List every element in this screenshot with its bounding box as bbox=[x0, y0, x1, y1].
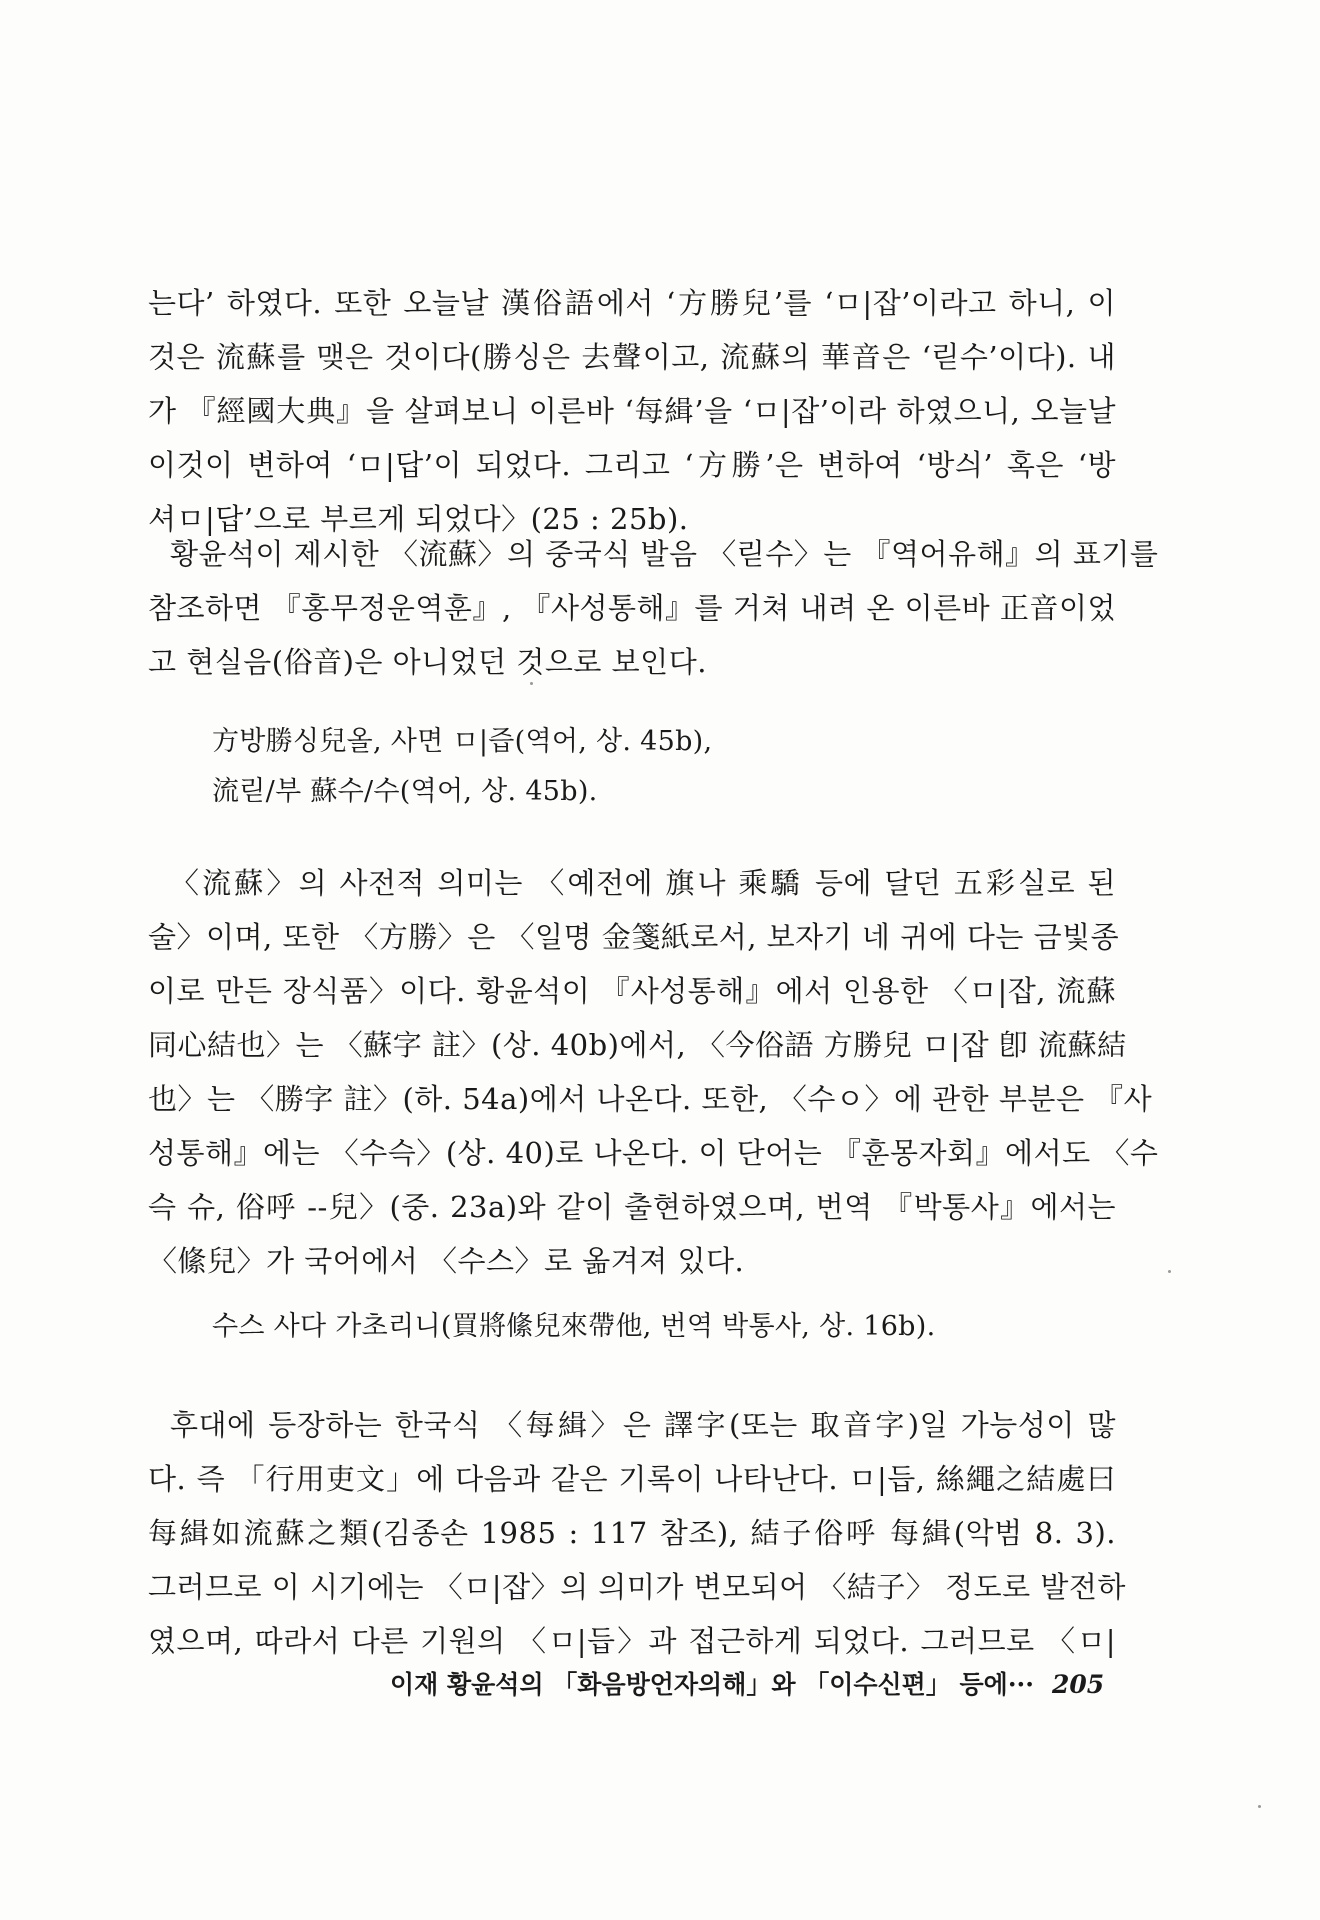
text-line: 다. 즉 「行用吏文」에 다음과 같은 기록이 나타난다. ㅁ|듭, 絲繩之結處曰 bbox=[148, 1462, 1116, 1496]
text-line: 〈流蘇〉의 사전적 의미는 〈예전에 旗나 乘驕 등에 달던 五彩실로 된 bbox=[170, 866, 1116, 900]
page-number: 205 bbox=[1051, 1670, 1105, 1699]
text-line: 이것이 변하여 ‘ㅁ|답’이 되었다. 그리고 ‘方勝’은 변하여 ‘방싀’ 혹은 ‘방 bbox=[148, 448, 1116, 482]
text-line: 후대에 등장하는 한국식 〈每緝〉은 譯字(또는 取音字)일 가능성이 많 bbox=[170, 1408, 1116, 1442]
text-line: 는다’ 하였다. 또한 오늘날 漢俗語에서 ‘方勝兒’를 ‘ㅁ|잡’이라고 하니, 이 bbox=[148, 286, 1116, 320]
text-line: 也〉는 〈勝字 註〉(하. 54a)에서 나온다. 또한, 〈수ㅇ〉에 관한 부분은 『사 bbox=[148, 1082, 1153, 1116]
running-title: 이재 황윤석의 「화음방언자의해」와 「이수신편」 등에··· bbox=[390, 1670, 1034, 1699]
text-line: 그러므로 이 시기에는 〈ㅁ|잡〉의 의미가 변모되어 〈結子〉 정도로 발전하 bbox=[148, 1570, 1126, 1604]
quote-line: 方방勝싱兒올, 사면 ㅁ|즙(역어, 상. 45b), bbox=[212, 726, 713, 757]
scan-speck bbox=[530, 682, 533, 685]
text-line: 것은 流蘇를 맺은 것이다(勝싱은 去聲이고, 流蘇의 華音은 ‘릳수’이다). 내 bbox=[148, 340, 1116, 374]
paragraph-4 bbox=[148, 1398, 1126, 1668]
quote-line: 수스 사다 가초리니(買將絛兒來帶他, 번역 박통사, 상. 16b). bbox=[212, 1311, 936, 1342]
page-footer bbox=[390, 1665, 1105, 1701]
text-line: 每緝如流蘇之類(김종손 1985 : 117 참조), 結子俗呼 每緝(악범 8. 3). bbox=[148, 1516, 1116, 1550]
scan-speck bbox=[1258, 1805, 1261, 1808]
text-line: 고 현실음(俗音)은 아니었던 것으로 보인다. bbox=[148, 645, 707, 679]
scan-speck bbox=[1168, 1270, 1171, 1273]
paragraph-2 bbox=[148, 527, 1159, 689]
quote-line: 流릳/부 蘇수/수(역어, 상. 45b). bbox=[212, 776, 598, 807]
quotation-2 bbox=[212, 1302, 935, 1352]
text-line: 슥 슈, 俗呼 --兒〉(중. 23a)와 같이 출현하였으며, 번역 『박통사』에서는 bbox=[148, 1190, 1116, 1224]
text-line: 였으며, 따라서 다른 기원의 〈ㅁ|듭〉과 접근하게 되었다. 그러므로 〈ㅁ| bbox=[148, 1624, 1116, 1658]
paragraph-1 bbox=[148, 276, 1116, 546]
text-line: 참조하면 『홍무정운역훈』, 『사성통해』를 거쳐 내려 온 이른바 正音이었 bbox=[148, 591, 1116, 625]
text-line: 가 『經國大典』을 살펴보니 이른바 ‘每緝’을 ‘ㅁ|잡’이라 하였으니, 오늘날 bbox=[148, 394, 1116, 428]
text-line: 셔ㅁ|답’으로 부르게 되었다〉(25 : 25b). bbox=[148, 502, 689, 536]
text-line: 이로 만든 장식품〉이다. 황윤석이 『사성통해』에서 인용한 〈ㅁ|잡, 流蘇 bbox=[148, 974, 1116, 1008]
text-line: 성통해』에는 〈수슥〉(상. 40)로 나온다. 이 단어는 『훈몽자회』에서도 〈수 bbox=[148, 1136, 1159, 1170]
text-line: 술〉이며, 또한 〈方勝〉은 〈일명 金箋紙로서, 보자기 네 귀에 다는 금빛종 bbox=[148, 920, 1120, 954]
text-line: 황윤석이 제시한 〈流蘇〉의 중국식 발음 〈릳수〉는 『역어유해』의 표기를 bbox=[170, 537, 1159, 571]
text-line: 〈絛兒〉가 국어에서 〈수스〉로 옮겨져 있다. bbox=[148, 1244, 745, 1278]
text-line: 同心結也〉는 〈蘇字 註〉(상. 40b)에서, 〈今俗語 方勝兒 ㅁ|잡 卽 流蘇結 bbox=[148, 1028, 1127, 1062]
paragraph-3 bbox=[148, 856, 1159, 1288]
quotation-1 bbox=[212, 717, 712, 817]
